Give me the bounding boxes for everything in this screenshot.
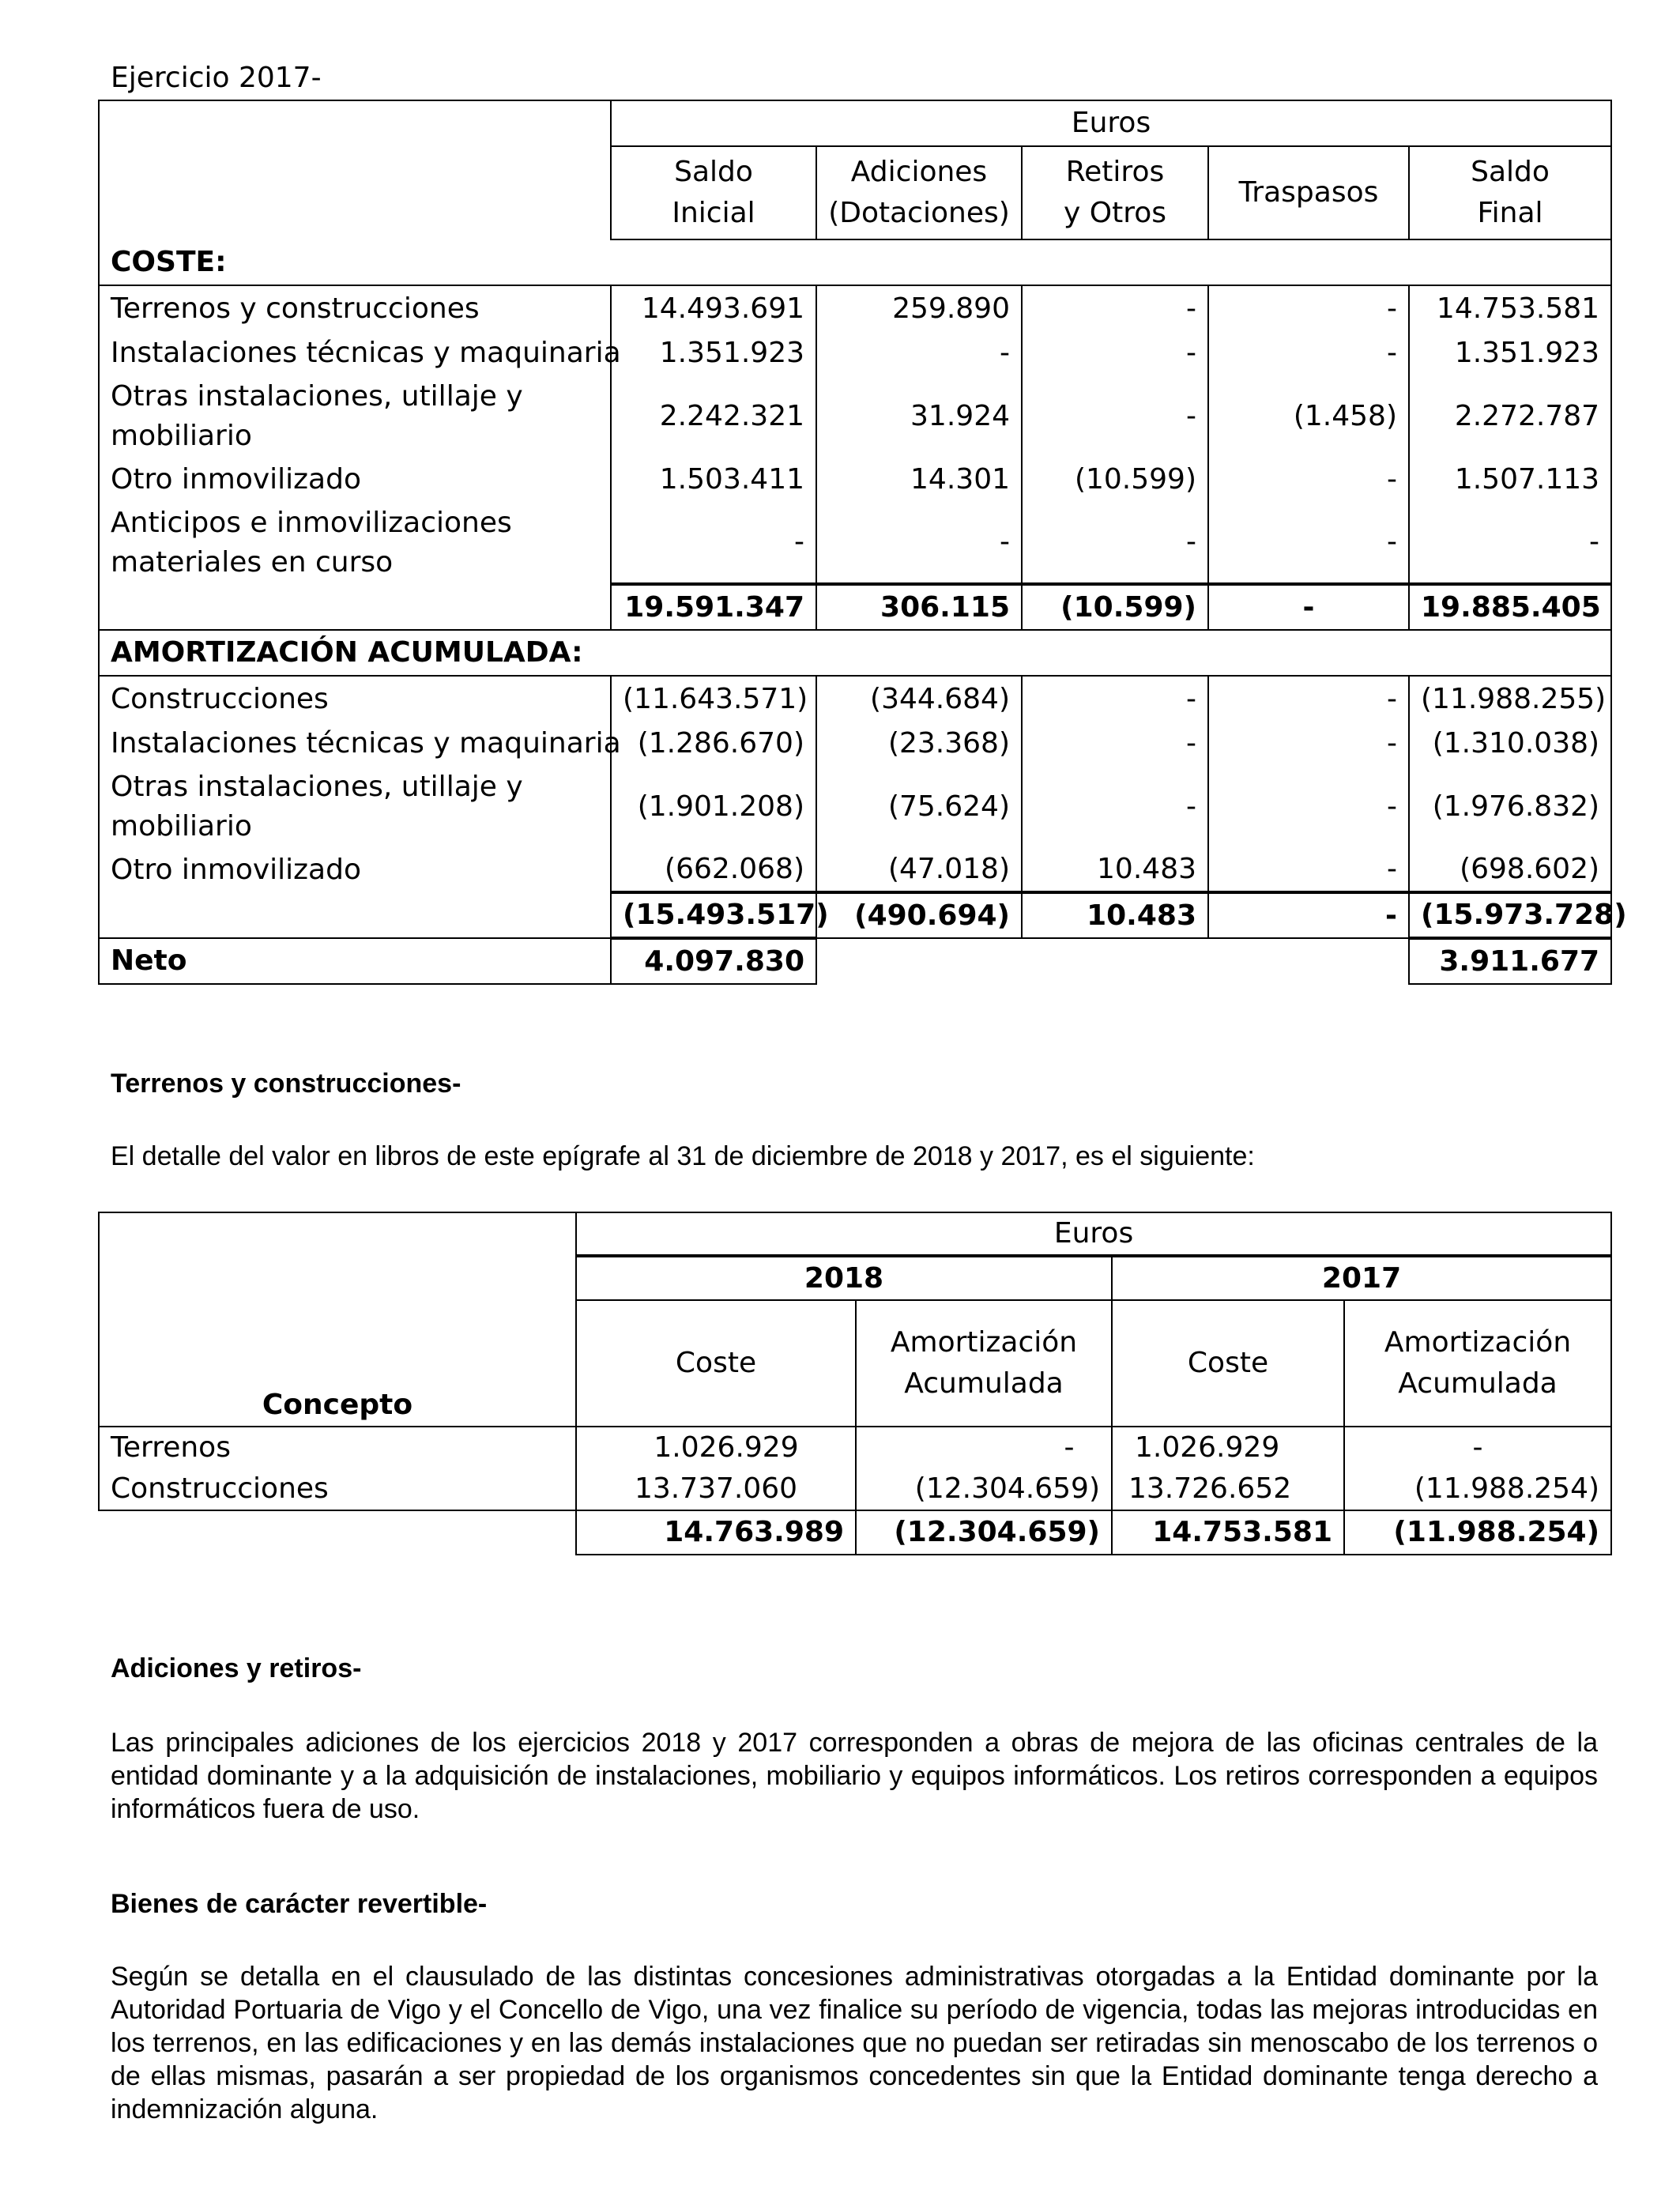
cell: (662.068) xyxy=(611,848,816,892)
cell: 13.737.060 xyxy=(576,1468,856,1510)
total-cell: (15.973.728) xyxy=(1409,892,1611,938)
cell: - xyxy=(1022,502,1208,584)
row-label: Construcciones xyxy=(99,1468,576,1510)
row-label: Otras instalaciones, utillaje y mobiliario xyxy=(99,766,611,848)
table-row xyxy=(99,458,1611,502)
col-header-line: Adiciones xyxy=(850,156,988,188)
col-header-line: y Otros xyxy=(1064,197,1166,229)
row-label: Construcciones xyxy=(99,676,611,722)
cell: (11.643.571) xyxy=(611,676,816,722)
section-heading-adiciones: Adiciones y retiros- xyxy=(111,1653,362,1683)
total-label-blank xyxy=(99,892,611,938)
cell: - xyxy=(1208,676,1409,722)
total-cell: (490.694) xyxy=(816,892,1022,938)
amort-total-row xyxy=(99,892,1611,938)
cell: (47.018) xyxy=(816,848,1022,892)
col-header-line: Amortización xyxy=(1384,1326,1572,1359)
cell: - xyxy=(1208,502,1409,584)
total-cell: - xyxy=(1208,892,1409,938)
cell: - xyxy=(1208,722,1409,766)
cell: - xyxy=(856,1427,1112,1468)
cell: 1.507.113 xyxy=(1409,458,1611,502)
total-cell: 14.753.581 xyxy=(1112,1510,1344,1555)
col-header-adiciones xyxy=(816,146,1022,239)
cell: 13.726.652 xyxy=(1112,1468,1344,1510)
table-row xyxy=(99,502,1611,584)
row-label: Otro inmovilizado xyxy=(99,458,611,502)
cell: (1.310.038) xyxy=(1409,722,1611,766)
cell: - xyxy=(1208,848,1409,892)
total-label-blank xyxy=(99,584,611,630)
cell: (698.602) xyxy=(1409,848,1611,892)
table-row xyxy=(99,1468,1611,1510)
section-intro-terrenos: El detalle del valor en libros de este epígrafe al 31 de diciembre de 2018 y 2017, es el siguiente: xyxy=(111,1141,1255,1171)
section-text-bienes: Según se detalla en el clausulado de las distintas concesiones administrativas otorgadas a la Entidad dominante por la Autoridad Portuaria de Vigo y el Concello de Vigo, una vez finalice su período de vigencia, todas las mejoras introducidas en los terrenos, en las edificaciones y en las demás instalaciones que no puedan ser retiradas sin menoscabo de los terrenos o de ellas mismas, pasarán a ser propiedad de los organismos concedentes sin que la Entidad dominante tenga derecho a indemnización alguna. xyxy=(111,1962,1598,2124)
total-cell: 14.763.989 xyxy=(576,1510,856,1555)
cell: 1.026.929 xyxy=(576,1427,856,1468)
cell: - xyxy=(1208,766,1409,848)
section-heading-bienes: Bienes de carácter revertible- xyxy=(111,1889,488,1919)
cell: - xyxy=(1022,766,1208,848)
cell: - xyxy=(816,502,1022,584)
total-cell: - xyxy=(1208,584,1409,630)
coste-total-row xyxy=(99,584,1611,630)
cell: (1.901.208) xyxy=(611,766,816,848)
cell: 1.503.411 xyxy=(611,458,816,502)
cell: 10.483 xyxy=(1022,848,1208,892)
fixed-assets-movement-table xyxy=(98,100,1627,985)
cell: - xyxy=(1409,502,1611,584)
exercise-title: Ejercicio 2017- xyxy=(111,62,322,94)
col-header-line: Inicial xyxy=(672,197,755,229)
cell: (23.368) xyxy=(816,722,1022,766)
cell: 1.351.923 xyxy=(1409,331,1611,375)
col-header-line: Acumulada xyxy=(904,1367,1064,1400)
total-cell: 306.115 xyxy=(816,584,1022,630)
row-label: Anticipos e inmovilizaciones materiales en curso xyxy=(99,502,611,584)
table-row xyxy=(99,375,1611,458)
col-header-traspasos: Traspasos xyxy=(1208,146,1409,239)
land-buildings-table xyxy=(98,1212,1612,1555)
row-label: Terrenos xyxy=(99,1427,576,1468)
col-header-line: Amortización xyxy=(890,1326,1078,1359)
neto-gap xyxy=(816,938,1409,984)
col-header-line: Retiros xyxy=(1065,156,1165,188)
row-label: Instalaciones técnicas y maquinaria xyxy=(99,331,611,375)
total-cell: 19.591.347 xyxy=(611,584,816,630)
row-label: Terrenos y construcciones xyxy=(99,285,611,331)
table-row xyxy=(99,848,1611,892)
table-row xyxy=(99,722,1611,766)
cell: - xyxy=(1208,285,1409,331)
cell: 14.301 xyxy=(816,458,1022,502)
header-blank-cell xyxy=(99,100,611,239)
col-header-amort-2017 xyxy=(1344,1300,1611,1427)
section-text-adiciones: Las principales adiciones de los ejercicios 2018 y 2017 corresponden a obras de mejora de las oficinas centrales de la entidad dominante y a la adquisición de instalaciones, mobiliario y equipos informáticos. Los retiros corresponden a equipos informáticos fuera de uso. xyxy=(111,1728,1598,1824)
col-header-line: Final xyxy=(1477,197,1543,229)
row-label: Otras instalaciones, utillaje y mobiliario xyxy=(99,375,611,458)
col-header-saldo-final xyxy=(1409,146,1611,239)
neto-inicial: 4.097.830 xyxy=(611,938,816,984)
concepto-header xyxy=(99,1212,576,1427)
total-cell: (11.988.254) xyxy=(1344,1510,1611,1555)
year-header-2017: 2017 xyxy=(1112,1256,1611,1300)
table-row xyxy=(99,285,1611,331)
cell: - xyxy=(1022,375,1208,458)
cell: (1.976.832) xyxy=(1409,766,1611,848)
concepto-label: Concepto xyxy=(262,1389,413,1421)
cell: - xyxy=(1208,458,1409,502)
section-label-coste: COSTE: xyxy=(99,239,1611,285)
neto-final: 3.911.677 xyxy=(1409,938,1611,984)
table-row xyxy=(99,766,1611,848)
cell: 2.272.787 xyxy=(1409,375,1611,458)
total-cell: (12.304.659) xyxy=(856,1510,1112,1555)
cell: (344.684) xyxy=(816,676,1022,722)
cell: (1.286.670) xyxy=(611,722,816,766)
cell: - xyxy=(1022,676,1208,722)
col-header-line: (Dotaciones) xyxy=(828,197,1010,229)
cell: 14.753.581 xyxy=(1409,285,1611,331)
total-row xyxy=(99,1510,1611,1555)
cell: 1.026.929 xyxy=(1112,1427,1344,1468)
table-row xyxy=(99,331,1611,375)
table-row xyxy=(99,1427,1611,1468)
currency-header: Euros xyxy=(611,100,1611,146)
col-header-line: Acumulada xyxy=(1398,1367,1558,1400)
col-header-coste-2017: Coste xyxy=(1112,1300,1344,1427)
cell: - xyxy=(1022,331,1208,375)
row-label: Otro inmovilizado xyxy=(99,848,611,892)
cell: (75.624) xyxy=(816,766,1022,848)
total-cell: 19.885.405 xyxy=(1409,584,1611,630)
col-header-coste-2018: Coste xyxy=(576,1300,856,1427)
table-row xyxy=(99,676,1611,722)
cell: 14.493.691 xyxy=(611,285,816,331)
cell: (11.988.255) xyxy=(1409,676,1611,722)
col-header-amort-2018 xyxy=(856,1300,1112,1427)
total-cell: 10.483 xyxy=(1022,892,1208,938)
currency-header: Euros xyxy=(576,1212,1611,1256)
row-label: Instalaciones técnicas y maquinaria xyxy=(99,722,611,766)
cell: (1.458) xyxy=(1208,375,1409,458)
cell: 259.890 xyxy=(816,285,1022,331)
cell: (11.988.254) xyxy=(1344,1468,1611,1510)
section-heading-terrenos: Terrenos y construcciones- xyxy=(111,1069,461,1099)
cell: - xyxy=(611,502,816,584)
col-header-line: Saldo xyxy=(1471,156,1550,188)
total-label-blank xyxy=(99,1510,576,1555)
neto-label: Neto xyxy=(99,938,611,984)
cell: - xyxy=(1344,1427,1611,1468)
col-header-retiros xyxy=(1022,146,1208,239)
cell: - xyxy=(1208,331,1409,375)
cell: (10.599) xyxy=(1022,458,1208,502)
cell: 31.924 xyxy=(816,375,1022,458)
cell: - xyxy=(1022,285,1208,331)
section-label-amortizacion: AMORTIZACIÓN ACUMULADA: xyxy=(99,630,1611,676)
neto-row xyxy=(99,938,1611,984)
cell: (12.304.659) xyxy=(856,1468,1112,1510)
cell: 1.351.923 xyxy=(611,331,816,375)
cell: - xyxy=(1022,722,1208,766)
col-header-line: Saldo xyxy=(674,156,753,188)
total-cell: (15.493.517) xyxy=(611,892,816,938)
cell: 2.242.321 xyxy=(611,375,816,458)
cell: - xyxy=(816,331,1022,375)
year-header-2018: 2018 xyxy=(576,1256,1112,1300)
total-cell: (10.599) xyxy=(1022,584,1208,630)
col-header-saldo-inicial xyxy=(611,146,816,239)
